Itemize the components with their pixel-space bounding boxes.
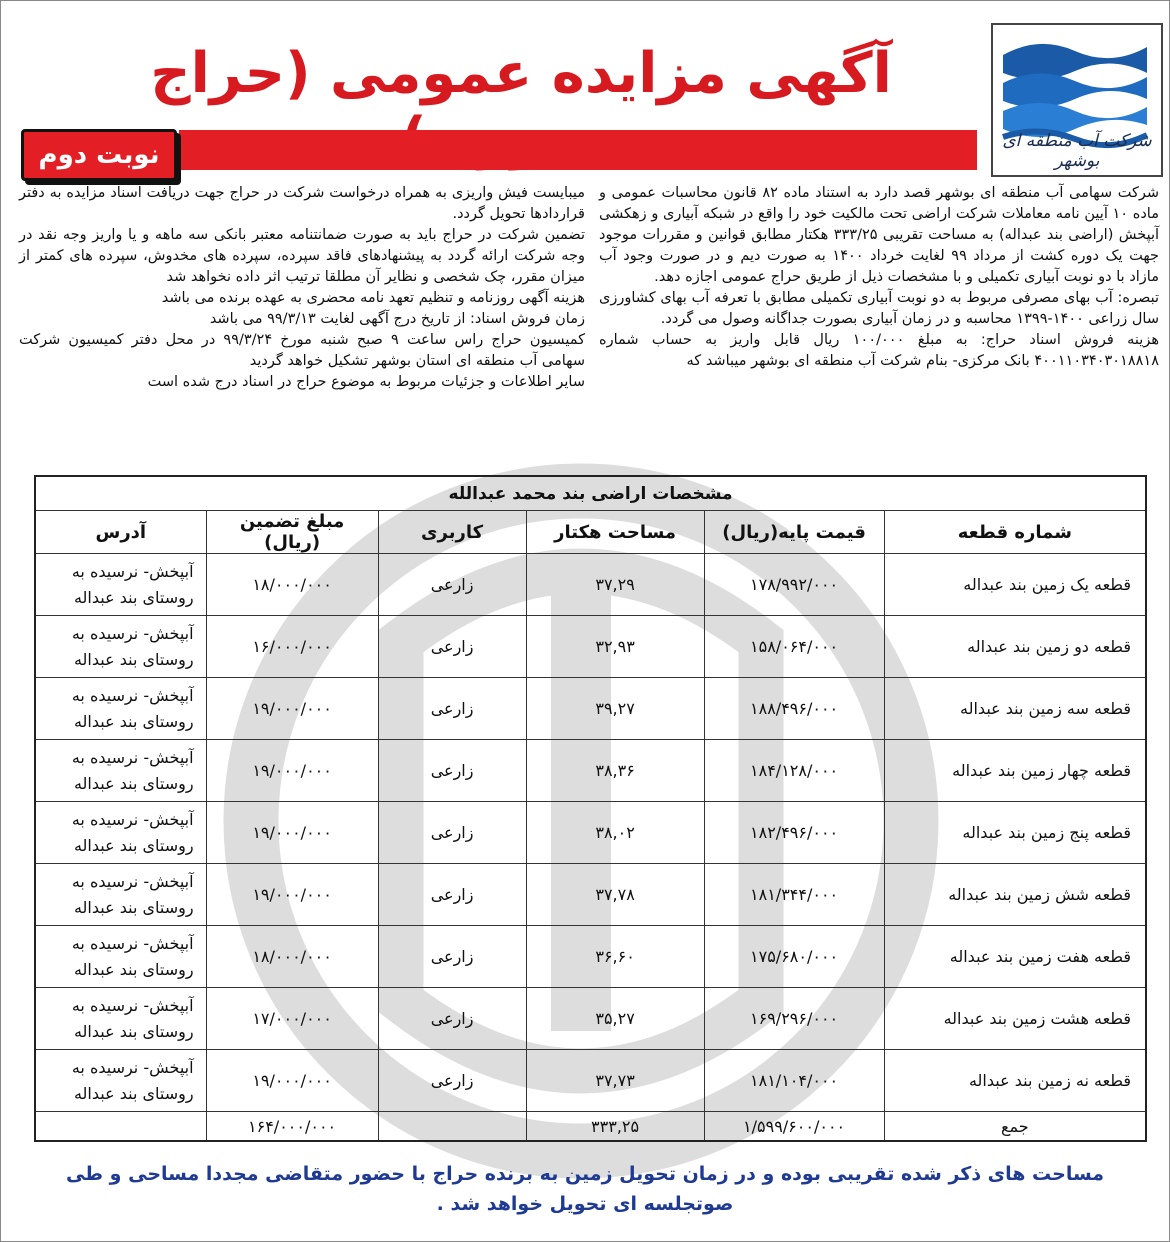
base-price: ۱۷۸/۹۹۲/۰۰۰ (704, 554, 884, 616)
title-underline-bar (179, 130, 977, 170)
body-text-left-column (19, 183, 585, 393)
address: آبپخش- نرسیده به روستای بند عبداله (35, 616, 206, 678)
land-parcels-table (34, 475, 1147, 1142)
total-label: جمع (884, 1112, 1146, 1142)
guarantee-amount: ۱۹/۰۰۰/۰۰۰ (206, 1050, 378, 1112)
footer-note: مساحت های ذکر شده تقریبی بوده و در زمان تحویل زمین به برنده حراج با حضور متقاضی مجددا مساحی و طی صوتجلسه ای تحویل خواهد شد . (65, 1163, 1105, 1215)
total-address-empty (35, 1112, 206, 1142)
parcel-name: قطعه یک زمین بند عبداله (884, 554, 1146, 616)
column-header: قیمت پایه(ریال) (704, 511, 884, 554)
company-logo (991, 23, 1163, 177)
usage: زارعی (378, 740, 526, 802)
base-price: ۱۸۱/۳۴۴/۰۰۰ (704, 864, 884, 926)
base-price: ۱۸۲/۴۹۶/۰۰۰ (704, 802, 884, 864)
table-caption: مشخصات اراضی بند محمد عبدالله (35, 476, 1146, 511)
area: ۳۸,۳۶ (526, 740, 704, 802)
area: ۳۷,۲۹ (526, 554, 704, 616)
parcel-name: قطعه هشت زمین بند عبداله (884, 988, 1146, 1050)
parcel-name: قطعه نه زمین بند عبداله (884, 1050, 1146, 1112)
address: آبپخش- نرسیده به روستای بند عبداله (35, 988, 206, 1050)
usage: زارعی (378, 988, 526, 1050)
base-price: ۱۸۴/۱۲۸/۰۰۰ (704, 740, 884, 802)
area: ۳۷,۷۸ (526, 864, 704, 926)
guarantee-amount: ۱۸/۰۰۰/۰۰۰ (206, 554, 378, 616)
area: ۳۷,۷۳ (526, 1050, 704, 1112)
paragraph: هزینه فروش اسناد حراج: به مبلغ ۱۰۰/۰۰۰ ریال قابل واریز به حساب شماره ۴۰۰۱۱۰۳۴۰۳۰۱۸۸۱۸ بانک مرکزی- بنام شرکت آب منطقه ای بوشهر میباشد که (599, 332, 1159, 369)
guarantee-amount: ۱۹/۰۰۰/۰۰۰ (206, 864, 378, 926)
table-row (35, 616, 1146, 678)
paragraph: کمیسیون حراج راس ساعت ۹ صبح شنبه مورخ ۹۹/۳/۲۴ در محل دفتر کمیسیون شرکت سهامی آب منطقه ای استان بوشهر تشکیل خواهد گردید (19, 332, 586, 369)
base-price: ۱۷۵/۶۸۰/۰۰۰ (704, 926, 884, 988)
usage: زارعی (378, 802, 526, 864)
area: ۳۵,۲۷ (526, 988, 704, 1050)
table-row (35, 802, 1146, 864)
body-text-right-column (599, 183, 1159, 372)
address: آبپخش- نرسیده به روستای بند عبداله (35, 864, 206, 926)
address: آبپخش- نرسیده به روستای بند عبداله (35, 678, 206, 740)
guarantee-amount: ۱۹/۰۰۰/۰۰۰ (206, 740, 378, 802)
area: ۳۸,۰۲ (526, 802, 704, 864)
address: آبپخش- نرسیده به روستای بند عبداله (35, 1050, 206, 1112)
column-header: آدرس (35, 511, 206, 554)
parcel-name: قطعه پنج زمین بند عبداله (884, 802, 1146, 864)
table-row (35, 926, 1146, 988)
guarantee-amount: ۱۸/۰۰۰/۰۰۰ (206, 926, 378, 988)
table-row (35, 988, 1146, 1050)
column-header: مبلغ تضمین (ریال) (206, 511, 378, 554)
paragraph: تبصره: آب بهای مصرفی مربوط به دو نوبت آبیاری تکمیلی مطابق با تعرفه آب بهای کشاورزی سال زراعی ۱۴۰۰-۱۳۹۹ محاسبه و در زمان آبیاری بصورت جداگانه وصول می گردد. (599, 290, 1159, 327)
area: ۳۲,۹۳ (526, 616, 704, 678)
base-price: ۱۶۹/۲۹۶/۰۰۰ (704, 988, 884, 1050)
page-title: آگهی مزایده عمومی (حراج (150, 41, 892, 106)
parcel-name: قطعه شش زمین بند عبداله (884, 864, 1146, 926)
usage: زارعی (378, 864, 526, 926)
parcel-name: قطعه چهار زمین بند عبداله (884, 740, 1146, 802)
usage: زارعی (378, 926, 526, 988)
base-price: ۱۸۸/۴۹۶/۰۰۰ (704, 678, 884, 740)
table-row (35, 864, 1146, 926)
address: آبپخش- نرسیده به روستای بند عبداله (35, 926, 206, 988)
base-price: ۱۵۸/۰۶۴/۰۰۰ (704, 616, 884, 678)
column-header: شماره قطعه (884, 511, 1146, 554)
parcel-name: قطعه دو زمین بند عبداله (884, 616, 1146, 678)
guarantee-amount: ۱۹/۰۰۰/۰۰۰ (206, 678, 378, 740)
total-base-price: ۱/۵۹۹/۶۰۰/۰۰۰ (704, 1112, 884, 1142)
base-price: ۱۸۱/۱۰۴/۰۰۰ (704, 1050, 884, 1112)
total-row (35, 1112, 1146, 1142)
usage: زارعی (378, 678, 526, 740)
table-row (35, 554, 1146, 616)
paragraph: هزینه آگهی روزنامه و تنظیم تعهد نامه محضری به عهده برنده می باشد (161, 290, 585, 306)
area: ۳۹,۲۷ (526, 678, 704, 740)
total-area: ۳۳۳,۲۵ (526, 1112, 704, 1142)
usage: زارعی (378, 554, 526, 616)
guarantee-amount: ۱۶/۰۰۰/۰۰۰ (206, 616, 378, 678)
guarantee-amount: ۱۷/۰۰۰/۰۰۰ (206, 988, 378, 1050)
column-header: کاربری (378, 511, 526, 554)
usage: زارعی (378, 616, 526, 678)
paragraph: تضمین شرکت در حراج باید به صورت ضمانتنامه معتبر بانکی سه ماهه و یا واریز وجه نقد در وجه شرکت ارائه گردد به پیشنهادهای فاقد سپرده، سپرده های مخدوش، سپرده های کمتر از میزان مقرر، چک شخصی و نظایر آن مطلقا ترتیب اثر داده نخواهد شد (19, 227, 585, 285)
table-row (35, 740, 1146, 802)
second-round-badge: نوبت دوم (21, 129, 177, 181)
paragraph: سایر اطلاعات و جزئیات مربوط به موضوع حراج در اسناد درج شده است (147, 374, 585, 390)
column-header: مساحت هکتار (526, 511, 704, 554)
paragraph: زمان فروش اسناد: از تاریخ درج آگهی لغایت ۹۹/۳/۱۳ می باشد (209, 311, 585, 327)
address: آبپخش- نرسیده به روستای بند عبداله (35, 554, 206, 616)
area: ۳۶,۶۰ (526, 926, 704, 988)
table-header-row (35, 511, 1146, 554)
address: آبپخش- نرسیده به روستای بند عبداله (35, 740, 206, 802)
address: آبپخش- نرسیده به روستای بند عبداله (35, 802, 206, 864)
total-usage-empty (378, 1112, 526, 1142)
table-row (35, 1050, 1146, 1112)
total-guarantee: ۱۶۴/۰۰۰/۰۰۰ (206, 1112, 378, 1142)
parcel-name: قطعه هفت زمین بند عبداله (884, 926, 1146, 988)
paragraph: شرکت سهامی آب منطقه ای بوشهر قصد دارد به استناد ماده ۸۲ قانون محاسبات عمومی و ماده ۱۰ آیین نامه معاملات شرکت اراضی تحت مالکیت خود را واقع در شبکه آبیاری و زهکشی آبپخش (اراضی بند عبداله) به مساحت تقریبی ۳۳۳/۲۵ هکتار مطابق قوانین و مقررات موجود جهت یک دوره کشت از مرداد ۹۹ لغایت خرداد ۱۴۰۰ به صورت دیم و در صورت وجود آب مازاد با دو نوبت آبیاری تکمیلی و با مشخصات ذیل از طریق حراج عمومی اجازه دهد. (599, 185, 1160, 285)
parcel-name: قطعه سه زمین بند عبداله (884, 678, 1146, 740)
usage: زارعی (378, 1050, 526, 1112)
paragraph: میبایست فیش واریزی به همراه درخواست شرکت در حراج جهت دریافت اسناد مزایده به دفتر قراردادها تحویل گردد. (19, 185, 585, 222)
logo-caption: شرکت آب منطقه ای بوشهر (1002, 131, 1152, 171)
table-row (35, 678, 1146, 740)
guarantee-amount: ۱۹/۰۰۰/۰۰۰ (206, 802, 378, 864)
